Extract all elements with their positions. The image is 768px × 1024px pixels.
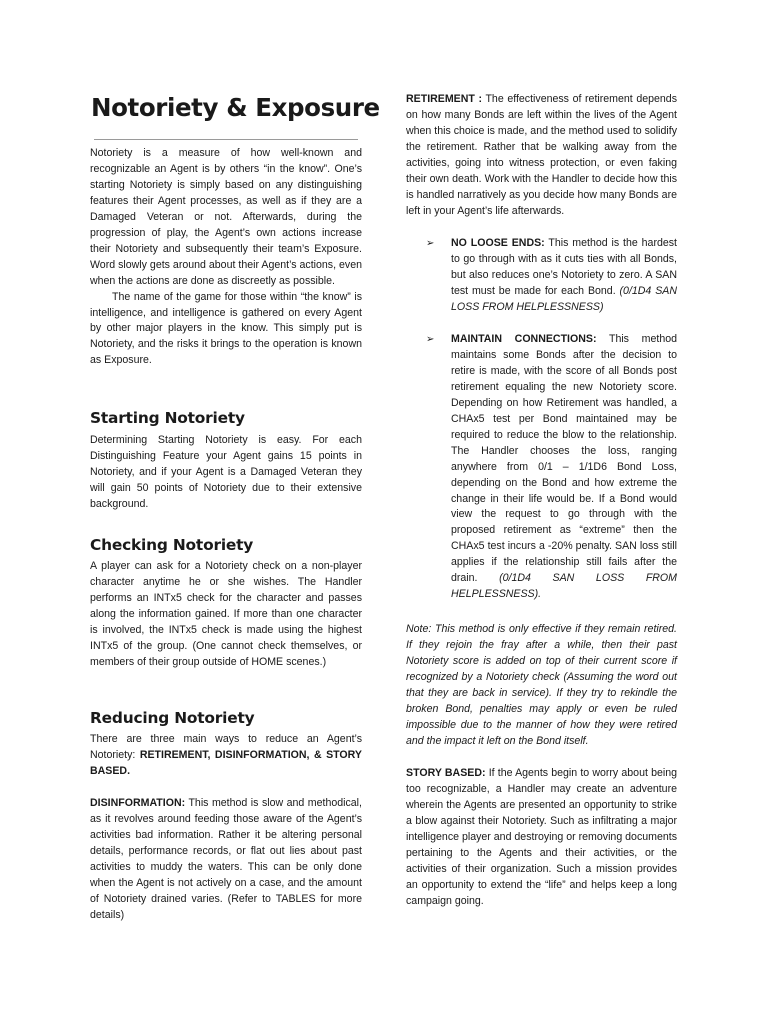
retirement-note-text: Note: This method is only effective if they remain retired. If they rejoin the fray after a while, then their past Notoriety score is added on top of their current score if recognized by a Notoriety check (Assuming the word out that they are back in service). If they try to rekindle the broken Bond, penalties may apply or even be ruled impossible due to the manner of how they were retired and the impact it left on the Bond itself. — [406, 623, 677, 747]
checking-notoriety-body: A player can ask for a Notoriety check on a non-player character anytime he or she wishes. The Handler performs an INTx5 check for the character and passes along the information gained. If more than one character is involved, the INTx5 check is made using the highest INTx5 of the group. (One cannot check themselves, or members of their group outside of HOME scenes.) — [90, 560, 362, 668]
starting-notoriety-body: Determining Starting Notoriety is easy. For each Distinguishing Feature your Agent gains 15 points in Notoriety, and if your Agent is a Damaged Veteran they will gain 50 points of Notoriety due to their extensive background. — [90, 434, 362, 510]
no-loose-ends-body: This method is the hardest to go through with as it cuts ties with all Bonds, but also reduces one’s Notoriety to zero. A SAN test must be made for each Bond. — [451, 237, 677, 297]
retirement-section — [406, 92, 677, 220]
list-item-no-loose-ends — [426, 236, 677, 316]
retirement-paragraph — [406, 92, 677, 220]
reducing-notoriety-section — [90, 732, 362, 780]
disinformation-label: DISINFORMATION: — [90, 797, 186, 809]
list-item-maintain-connections — [426, 332, 677, 603]
disinformation-section — [90, 796, 362, 924]
starting-notoriety-section — [90, 433, 362, 513]
retirement-note — [406, 622, 677, 750]
title-divider — [94, 139, 358, 140]
no-loose-ends-label: NO LOOSE ENDS: — [451, 237, 545, 249]
disinformation-body: This method is slow and methodical, as it revolves around feeding those aware of the Agent’s activities bad information. Rather it be altering personal details, performance records, or flat out lies about past activities to muddy the waters. This can be only done when the Agent is not actively on a case, and the amount of Notoriety drained varies. (Refer to TABLES for more details) — [90, 797, 362, 921]
intro-paragraph-2: The name of the game for those within “the know” is intelligence, and intelligence is gathered on every Agent by other major players in the know. This simply put is Notoriety, and the risks it brings to the operation is known as Exposure. — [90, 290, 362, 367]
disinformation-paragraph — [90, 796, 362, 924]
maintain-connections-san-loss: (0/1D4 SAN LOSS FROM HELPLESSNESS). — [451, 572, 677, 601]
reduction-methods-list: RETIREMENT, DISINFORMATION, & STORY BASED. — [90, 748, 362, 777]
arrow-bullet-icon: ➢ — [426, 334, 435, 345]
maintain-connections-label: MAINTAIN CONNECTIONS: — [451, 333, 597, 345]
checking-notoriety-heading: Checking Notoriety — [90, 536, 254, 554]
story-based-paragraph — [406, 766, 677, 910]
no-loose-ends-san-loss: (0/1D4 SAN LOSS FROM HELPLESSNESS) — [451, 284, 677, 313]
retirement-label: RETIREMENT : — [406, 93, 483, 105]
arrow-bullet-icon: ➢ — [426, 238, 435, 249]
checking-notoriety-section — [90, 559, 362, 671]
reducing-notoriety-heading: Reducing Notoriety — [90, 709, 255, 727]
maintain-connections-body: This method maintains some Bonds after the decision to retire is made, with the score of all Bonds post retirement equaling the new Notoriety score. Depending on how Retirement was handled, a CHAx5 test per Bond maintained may be required to reduce the blow to the relationship. The Handler chooses the loss, ranging anywhere from 0/1 – 1/1D6 Bond Loss, depending on the Bond and how extreme the change in their life would be. If a Bond would view the request to go through with the proposed retirement as “extreme” then the CHAx5 test incurs a -20% penalty. SAN loss still applies if the relationship still fails after the drain. — [451, 333, 677, 585]
retirement-body: The effectiveness of retirement depends on how many Bonds are left within the lives of the Agent when this choice is made, and the method used to solidify the retirement. Rather that be walking away from the activities, going into witness protection, or even faking their own death. Work with the Handler to decide how this is handled narratively as you decide how many Bonds are left in your Agent’s life afterwards. — [406, 93, 677, 217]
intro-section — [90, 146, 362, 369]
reducing-notoriety-intro: There are three main ways to reduce an Agent’s Notoriety: RETIREMENT, DISINFORMATION, & STORY BASED. — [90, 733, 362, 777]
starting-notoriety-heading: Starting Notoriety — [90, 409, 245, 427]
page-title: Notoriety & Exposure — [91, 93, 380, 122]
story-based-label: STORY BASED: — [406, 767, 486, 779]
intro-paragraph-1: Notoriety is a measure of how well-known and recognizable an Agent is by others “in the know”. One’s starting Notoriety is simply based on any distinguishing features their Agent processes, as well as if they are a Damaged Veteran or not. Afterwards, during the progression of play, the Agent’s own actions increase their Notoriety and subsequently their team’s Exposure. Word slowly gets around about their Agent’s actions, even when the actions are done as discreetly as possible. — [90, 147, 362, 287]
story-based-body: If the Agents begin to worry about being too recognizable, a Handler may create an adventure wherein the Agents are presented an opportunity to strike a blow against their Notoriety. Such as infiltrating a major intelligence player and destroying or removing documents pertaining to the Agents and their activities, or the activities of their organization. Such a mission provides an opportunity to extend the “life” and helps keep a long campaign going. — [406, 767, 678, 907]
story-based-section — [406, 766, 677, 910]
